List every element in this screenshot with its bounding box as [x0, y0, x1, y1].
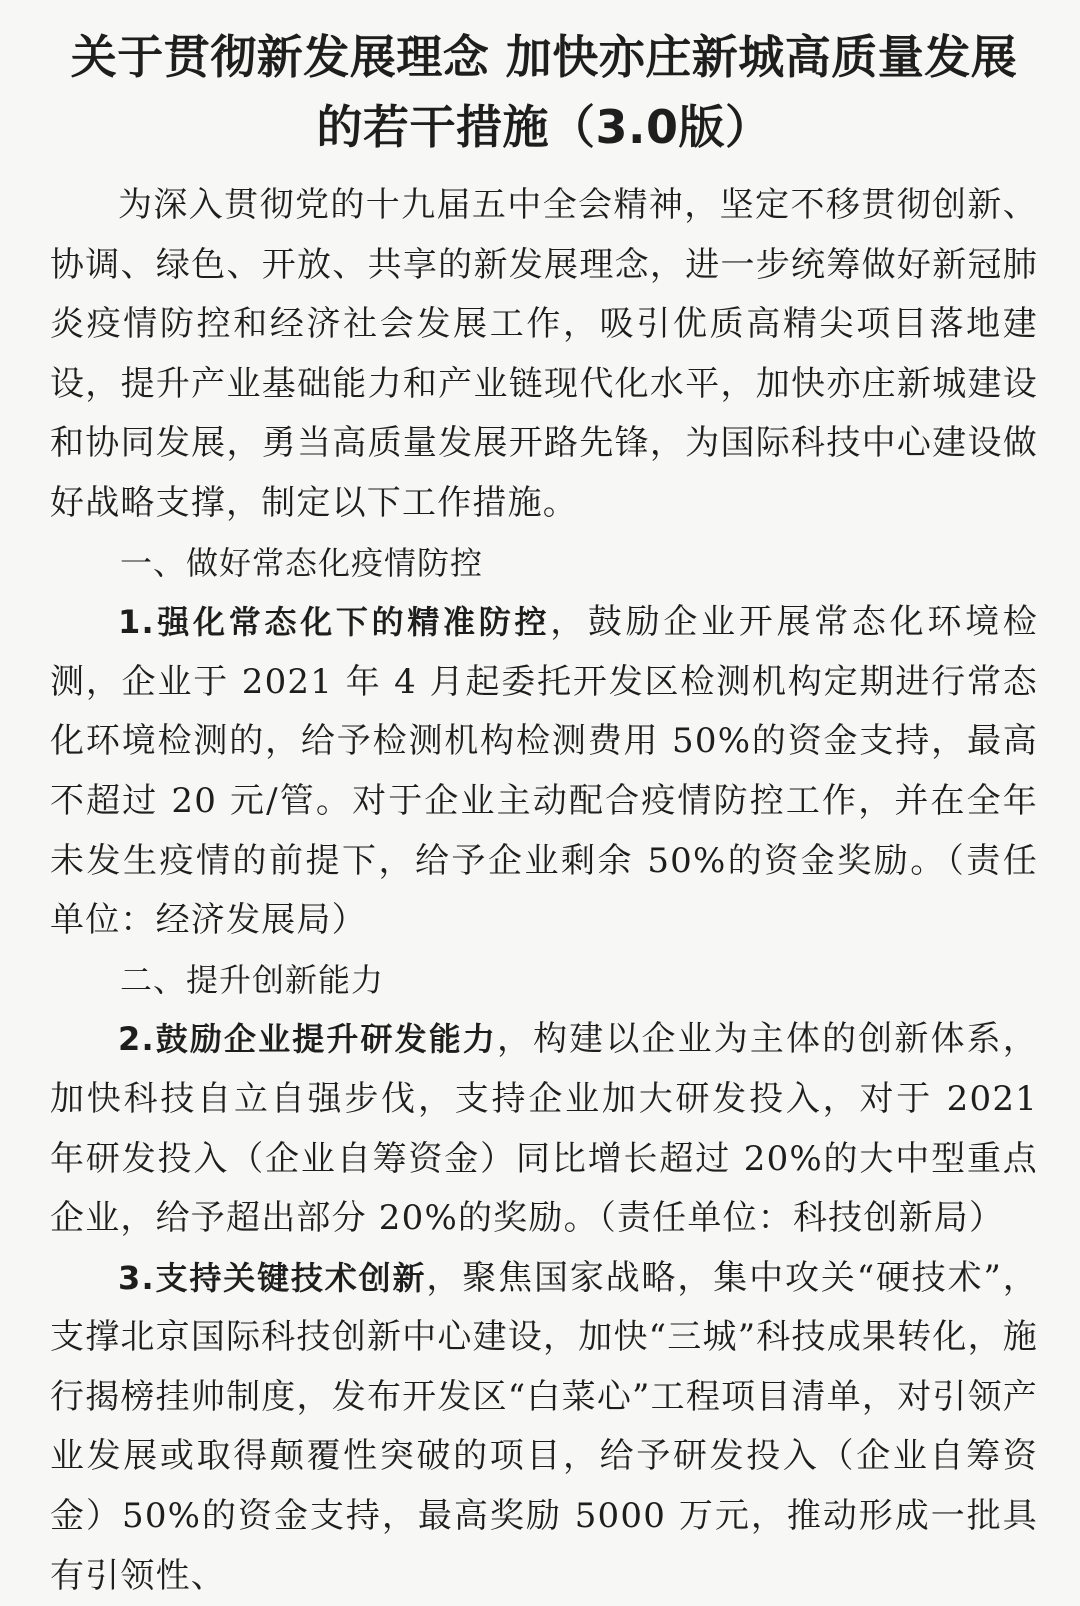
section-heading-1: 一、做好常态化疫情防控	[120, 543, 484, 582]
intro-paragraph: 为深入贯彻党的十九届五中全会精神，坚定不移贯彻创新、协调、绿色、开放、共享的新发展理念，进一步统筹做好新冠肺炎疫情防控和经济社会发展工作，吸引优质高精尖项目落地建设，提升产业基础能力和产业链现代化水平，加快亦庄新城建设和协同发展，勇当高质量发展开路先锋，为国际科技中心建设做好战略支撑，制定以下工作措施。	[50, 185, 1038, 523]
measure-paragraph-1	[50, 593, 1038, 951]
title-line-2: 的若干措施（3.0版）	[316, 100, 772, 154]
measure-lead-2: 2.鼓励企业提升研发能力	[118, 1020, 498, 1059]
title-line-1: 关于贯彻新发展理念 加快亦庄新城高质量发展	[70, 30, 1018, 84]
section-heading-2: 二、提升创新能力	[120, 960, 385, 999]
measure-lead-3: 3.支持关键技术创新	[118, 1258, 427, 1297]
measure-paragraph-2	[50, 1010, 1038, 1248]
document-title	[50, 22, 1038, 162]
measure-lead-1: 1.强化常态化下的精准防控	[118, 603, 551, 642]
measure-body-2: ，构建以企业为主体的创新体系，加快科技自立自强步伐，支持企业加大研发投入，对于 2021 年研发投入（企业自筹资金）同比增长超过 20%的大中型重点企业，给予超出部分 20%的奖励。（责任单位：科技创新局）	[50, 1019, 1039, 1239]
measure-paragraph-3	[50, 1249, 1038, 1606]
measure-body-1: ，鼓励企业开展常态化环境检测，企业于 2021 年 4 月起委托开发区检测机构定期进行常态化环境检测的，给予检测机构检测费用 50%的资金支持，最高不超过 20 元/管。对于企业主动配合疫情防控工作，并在全年未发生疫情的前提下，给予企业剩余 50%的资金奖励。（责任单位：经济发展局）	[50, 602, 1038, 941]
measure-body-3: ，聚焦国家战略，集中攻关“硬技术”，支撑北京国际科技创新中心建设，加快“三城”科技成果转化，施行揭榜挂帅制度，发布开发区“白菜心”工程项目清单，对引领产业发展或取得颠覆性突破的项目，给予研发投入（企业自筹资金）50%的资金支持，最高奖励 5000 万元，推动形成一批具有引领性、	[50, 1257, 1038, 1596]
